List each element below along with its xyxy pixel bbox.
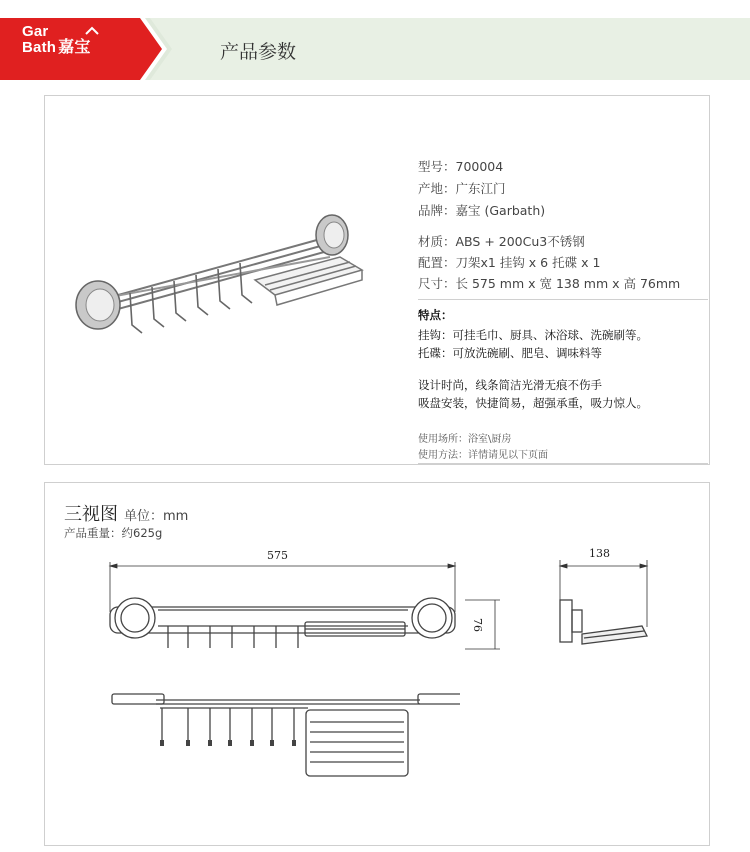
logo-line2: Bath: [22, 39, 57, 56]
three-view-unit: 单位：mm: [124, 509, 189, 524]
suction-cup-right: [316, 215, 348, 255]
feature-tray: 托碟：可放洗碗刷、肥皂、调味料等: [418, 346, 602, 360]
usage-place: 使用场所：浴室\厨房: [418, 434, 512, 445]
usage-method: 使用方法：详情请见以下页面: [418, 450, 548, 461]
usage-divider: [418, 463, 708, 464]
top-view-drawing: [100, 690, 460, 790]
spec-divider: [418, 299, 708, 300]
spec-material: 材质：ABS + 200Cu3不锈钢: [418, 234, 585, 249]
page-title: 产品参数: [220, 41, 297, 63]
logo-cn: 嘉宝: [58, 39, 91, 56]
soap-tray: [255, 257, 362, 305]
spec-origin: 产地：广东江门: [418, 181, 506, 196]
feature-install: 吸盘安装，快捷简易，超强承重，吸力惊人。: [418, 396, 648, 410]
feature-hooks: 挂钩：可挂毛巾、厨具、沐浴球、洗碗刷等。: [418, 328, 648, 342]
spec-size: 尺寸：长 575 mm x 宽 138 mm x 高 76mm: [418, 276, 681, 291]
logo-line1: Gar: [22, 23, 49, 40]
product-weight: 产品重量：约625g: [64, 526, 163, 540]
side-view-drawing: [552, 552, 662, 662]
spec-model: 型号：700004: [418, 159, 504, 174]
product-image: [70, 205, 370, 350]
dim-width: 138: [589, 547, 610, 560]
spec-config: 配置：刀架x1 挂钩 x 6 托碟 x 1: [418, 255, 601, 270]
three-view-heading: [64, 500, 188, 526]
features-heading: 特点：: [418, 308, 453, 322]
three-view-title: 三视图: [64, 504, 118, 525]
spec-brand: 品牌：嘉宝 (Garbath): [418, 203, 546, 218]
feature-design: 设计时尚，线条简洁光滑无痕不伤手: [418, 378, 602, 392]
suction-cup-left: [76, 281, 120, 329]
logo-text: [22, 24, 91, 56]
front-view-drawing: [100, 552, 520, 672]
dim-height: 76: [471, 618, 484, 632]
dim-length: 575: [267, 549, 288, 562]
